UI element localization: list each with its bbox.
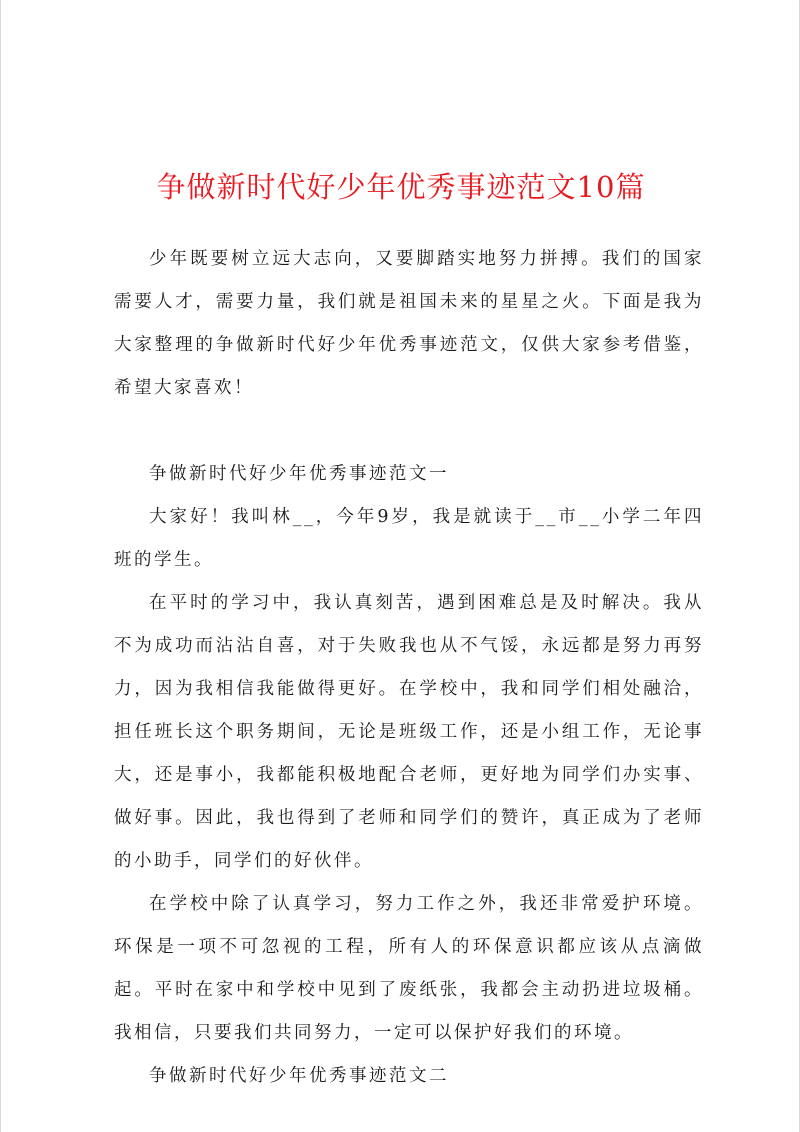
body-paragraph: 在学校中除了认真学习，努力工作之外，我还非常爱护环境。环保是一项不可忽视的工程，所有人的环保意识都应该从点滴做起。平时在家中和学校中见到了废纸张，我都会主动扔进垃圾桶。我相信，只要我们共同努力，一定可以保护好我们的环境。 bbox=[114, 894, 704, 1043]
intro-paragraph: 少年既要树立远大志向，又要脚踏实地努力拼搏。我们的国家需要人才，需要力量，我们就是祖国未来的星星之火。下面是我为大家整理的争做新时代好少年优秀事迹范文，仅供大家参考借鉴，希望大家喜欢！ bbox=[114, 249, 704, 398]
document-body bbox=[114, 238, 704, 1098]
section-heading-2: 争做新时代好少年优秀事迹范文二 bbox=[149, 1066, 449, 1086]
body-paragraph: 在平时的学习中，我认真刻苦，遇到困难总是及时解决。我从不为成功而沾沾自喜，对于失败我也从不气馁，永远都是努力再努力，因为我相信我能做得更好。在学校中，我和同学们相处融洽，担任班长这个职务期间，无论是班级工作，还是小组工作，无论事大，还是事小，我都能积极地配合老师，更好地为同学们办实事、做好事。因此，我也得到了老师和同学们的赞许，真正成为了老师的小助手，同学们的好伙伴。 bbox=[114, 593, 704, 871]
section-heading-1: 争做新时代好少年优秀事迹范文一 bbox=[149, 464, 449, 484]
document-title: 争做新时代好少年优秀事迹范文10篇 bbox=[156, 170, 646, 204]
body-paragraph: 大家好！我叫林__，今年9岁，我是就读于__市__小学二年四班的学生。 bbox=[114, 507, 704, 570]
